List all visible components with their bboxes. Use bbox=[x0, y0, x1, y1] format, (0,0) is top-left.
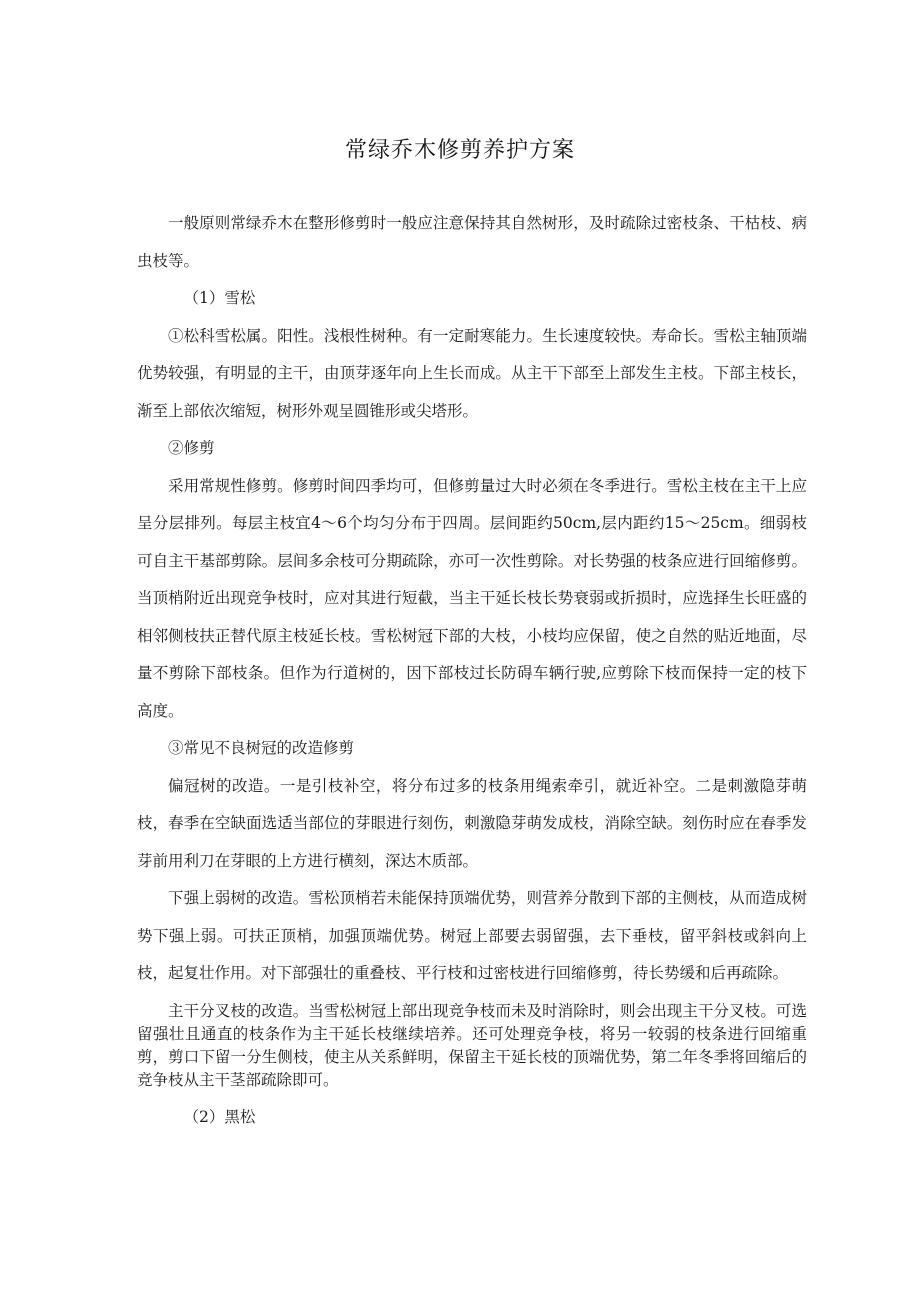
top-weak-paragraph: 下强上弱树的改造。雪松顶梢若未能保持顶端优势，则营养分散到下部的主侧枝，从而造成树势下强上弱。可扶正顶梢，加强顶端优势。树冠上部要去弱留强，去下垂枝，留平斜枝或斜向上枝，起复壮作用。对下部强壮的重叠枝、平行枝和过密枝进行回缩修剪，待长势缓和后再疏除。 bbox=[137, 889, 807, 982]
lopsided-crown-paragraph: 偏冠树的改造。一是引枝补空，将分布过多的枝条用绳索牵引，就近补空。二是刺激隐芽萌枝，春季在空缺面选适当部位的芽眼进行刻伤，刺激隐芽萌发成枝，消除空缺。刻伤时应在春季发芽前用利刀在芽眼的上方进行横刻，深达木质部。 bbox=[137, 776, 807, 870]
intro-paragraph: 一般原则常绿乔木在整形修剪时一般应注意保持其自然树形，及时疏除过密枝条、干枯枝、病虫枝等。 bbox=[137, 214, 807, 270]
document-body bbox=[137, 205, 807, 1136]
subheading-pruning: ②修剪 bbox=[168, 439, 215, 457]
subheading-crown-reform: ③常见不良树冠的改造修剪 bbox=[168, 739, 355, 757]
pruning-paragraph: 采用常规性修剪。修剪时间四季均可，但修剪量过大时必须在冬季进行。雪松主枝在主干上应呈分层排列。每层主枝宜4～6个均匀分布于四周。层间距约50cm,层内距约15～25cm。细弱枝可自主干基部剪除。层间多余枝可分期疏除，亦可一次性剪除。对长势强的枝条应进行回缩修剪。当顶梢附近出现竞争枝时，应对其进行短截，当主干延长枝长势衰弱或折损时，应选择生长旺盛的相邻侧枝扶正替代原主枝延长枝。雪松树冠下部的大枝，小枝均应保留，使之自然的贴近地面，尽量不剪除下部枝条。但作为行道树的，因下部枝过长防碍车辆行驶,应剪除下枝而保持一定的枝下高度。 bbox=[137, 476, 807, 720]
forked-trunk-paragraph: 主干分叉枝的改造。当雪松树冠上部出现竞争枝而未及时消除时，则会出现主干分叉枝。可选留强壮且通直的枝条作为主干延长枝继续培养。还可处理竞争枝，将另一较弱的枝条进行回缩重剪，剪口下留一分生侧枝，使主从关系鲜明，保留主干延长枝的顶端优势，第二年冬季将回缩后的竞争枝从主干茎部疏除即可。 bbox=[137, 1001, 807, 1089]
section-heading-black-pine: （2）黑松 bbox=[183, 1107, 256, 1126]
document-title: 常绿乔木修剪养护方案 bbox=[344, 138, 575, 163]
section-heading-cedar: （1）雪松 bbox=[183, 289, 256, 307]
cedar-description-paragraph: ①松科雪松属。阳性。浅根性树种。有一定耐寒能力。生长速度较快。寿命长。雪松主轴顶端优势较强，有明显的主干，由顶芽逐年向上生长而成。从主干下部至上部发生主枝。下部主枝长，渐至上部依次缩短，树形外观呈圆锥形或尖塔形。 bbox=[137, 326, 807, 420]
